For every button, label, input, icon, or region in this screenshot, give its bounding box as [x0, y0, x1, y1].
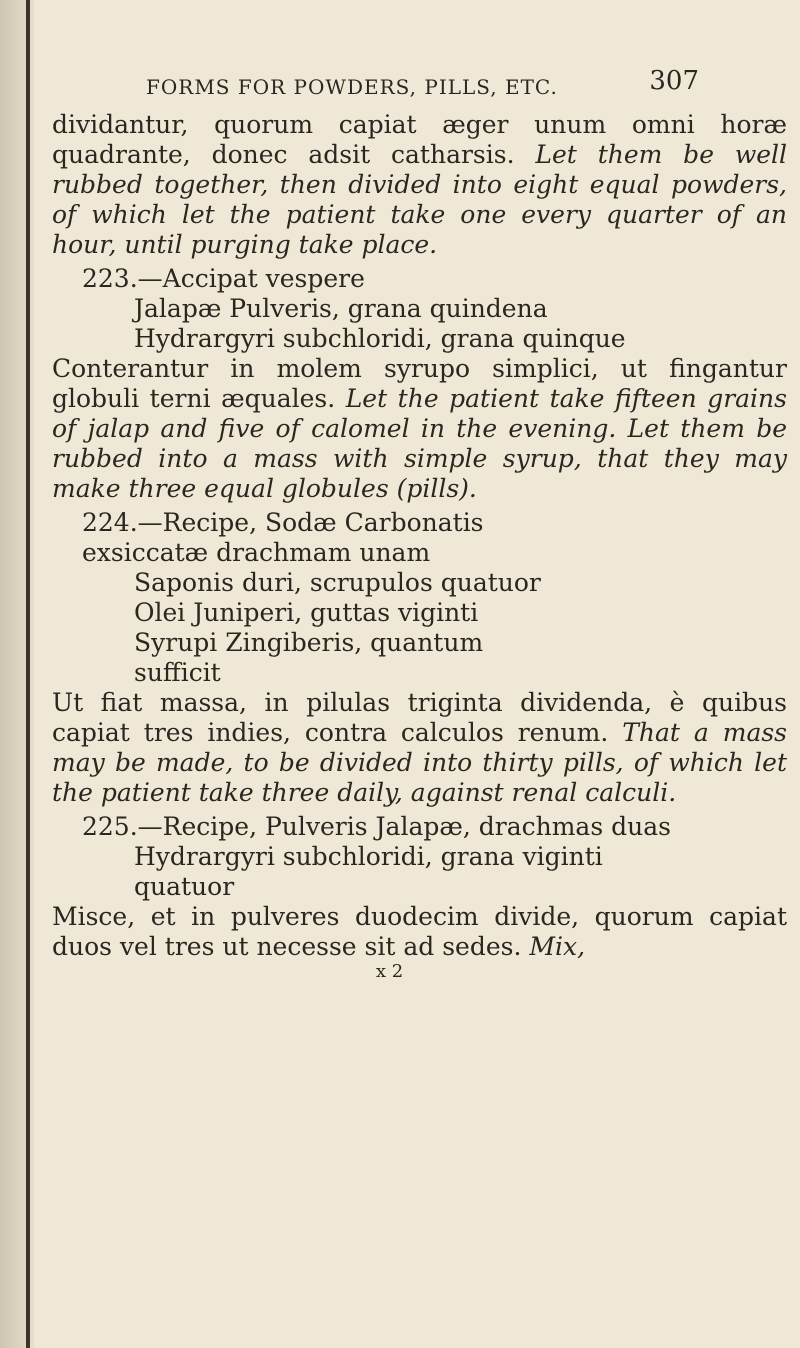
running-title: FORMS FOR POWDERS, PILLS, ETC.: [146, 75, 558, 99]
signature-mark: x 2: [375, 961, 404, 982]
recipe-224: [52, 508, 787, 808]
ingredient-line: Jalapæ Pulveris, grana quindena: [134, 294, 548, 323]
ingredient-line: Hydrargyri subchloridi, grana quinque: [134, 324, 626, 353]
translation-text: Mix,: [529, 932, 586, 961]
ingredient-line: Olei Juniperi, guttas viginti: [134, 598, 479, 627]
recipe-instructions: [52, 902, 787, 962]
translation-text: Let the patient take fifteen grains of jalap and five of calomel in the evening. Let them be rubbed into a mass with simple syrup, that they may make three equal globules (pills).: [52, 384, 787, 503]
translation-text: Let them be well rubbed together, then divided into eight equal powders, of which let the patient take one every quarter of an hour, until purging take place.: [52, 140, 788, 259]
recipe-instructions: [52, 688, 787, 808]
recipe-heading: 224.—Recipe, Sodæ Carbonatis exsiccatæ drachmam unam: [82, 508, 484, 567]
recipe-heading: 223.—Accipat vespere: [82, 264, 365, 293]
page-number: 307: [649, 66, 699, 96]
translation-text: That a mass may be made, to be divided into thirty pills, of which let the patient take three daily, against renal calculi.: [52, 718, 788, 807]
gutter-edge: [26, 0, 30, 1348]
ingredient-line: Hydrargyri subchloridi, grana viginti quatuor: [134, 842, 603, 901]
latin-text: Misce, et in pulveres duodecim divide, quorum capiat duos vel tres ut necesse sit ad sedes.: [52, 902, 787, 961]
latin-text: Ut fiat massa, in pilulas triginta dividenda, è quibus capiat tres indies, contra calculos renum.: [52, 688, 787, 747]
recipe-heading: 225.—Recipe, Pulveris Jalapæ, drachmas duas: [82, 812, 671, 841]
recipe-223: [52, 264, 787, 504]
book-page: [52, 60, 787, 1260]
ingredient-line: Syrupi Zingiberis, quantum sufficit: [134, 628, 484, 687]
latin-text: dividantur, quorum capiat æger unum omni horæ quadrante, donec adsit catharsis.: [52, 110, 787, 169]
recipe-225: [52, 812, 787, 962]
ingredient-line: Saponis duri, scrupulos quatuor: [134, 568, 541, 597]
latin-text: Conterantur in molem syrupo simplici, ut fingantur globuli terni æquales.: [52, 354, 787, 413]
paragraph-continued: [52, 110, 787, 260]
recipe-instructions: [52, 354, 787, 504]
page-header: [52, 60, 787, 100]
